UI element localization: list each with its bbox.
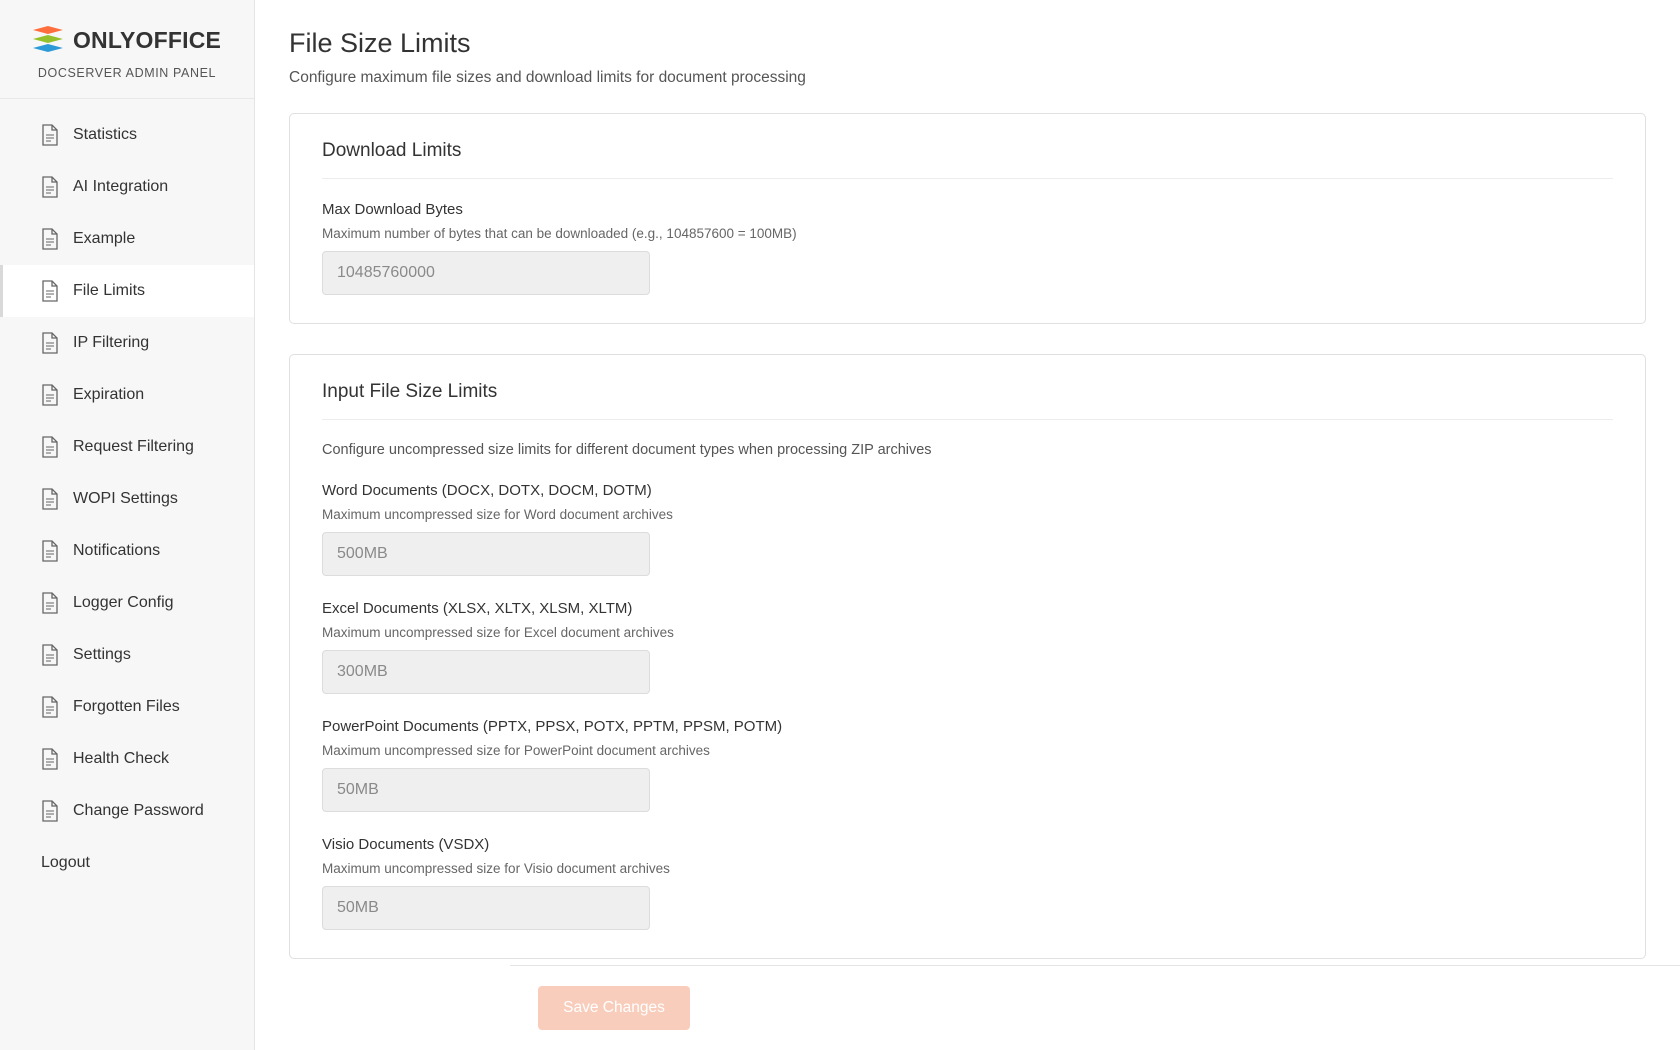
excel-documents-input[interactable] [322,650,650,694]
sidebar-item-label: Forgotten Files [73,698,180,715]
document-icon [41,124,59,146]
sidebar-item-label: Notifications [73,542,161,559]
powerpoint-documents-input[interactable] [322,768,650,812]
max-download-bytes-label: Max Download Bytes [322,201,463,218]
document-icon [41,228,59,250]
sidebar-item-label: Change Password [73,802,204,819]
excel-documents-help: Maximum uncompressed size for Excel document archives [322,625,674,640]
sidebar-item-example[interactable] [0,213,254,265]
excel-documents-label: Excel Documents (XLSX, XLTX, XLSM, XLTM) [322,600,633,617]
document-icon [41,176,59,198]
powerpoint-documents-field [322,718,1613,812]
page-title: File Size Limits [289,28,471,58]
main-scroll-area [255,0,1680,1050]
document-icon [41,280,59,302]
input-limits-title: Input File Size Limits [322,381,1613,420]
word-documents-help: Maximum uncompressed size for Word document archives [322,507,673,522]
save-changes-button[interactable]: Save Changes [538,986,690,1030]
sidebar-item-settings[interactable] [0,629,254,681]
sidebar-logout-label: Logout [41,854,90,871]
sidebar-nav [0,99,254,889]
word-documents-field [322,482,1613,576]
sidebar-item-label: Settings [73,646,131,663]
sidebar-item-health-check[interactable] [0,733,254,785]
word-documents-input[interactable] [322,532,650,576]
document-icon [41,540,59,562]
input-file-size-limits-card [289,354,1646,959]
brand-name: ONLYOFFICE [72,26,222,53]
download-limits-card [289,113,1646,324]
sidebar-item-expiration[interactable] [0,369,254,421]
sidebar-item-label: Logger Config [73,594,174,611]
brand-header [0,0,254,99]
document-icon [41,748,59,770]
max-download-bytes-input[interactable] [322,251,650,295]
sidebar-item-label: WOPI Settings [73,490,178,507]
sidebar-item-label: Statistics [73,126,138,143]
visio-documents-input[interactable] [322,886,650,930]
sidebar-item-file-limits[interactable] [0,265,254,317]
sidebar-item-ai-integration[interactable] [0,161,254,213]
document-icon [41,332,59,354]
max-download-bytes-help: Maximum number of bytes that can be downloaded (e.g., 104857600 = 100MB) [322,226,797,241]
sidebar-item-statistics[interactable] [0,109,254,161]
document-icon [41,592,59,614]
page-subtitle: Configure maximum file sizes and download limits for document processing [289,69,806,86]
sidebar-item-wopi-settings[interactable] [0,473,254,525]
sidebar [0,0,255,1050]
footer-action-bar [510,965,1680,1050]
sidebar-item-logout[interactable] [0,837,254,889]
document-icon [41,384,59,406]
sidebar-item-label: IP Filtering [73,334,150,351]
sidebar-item-label: File Limits [73,282,146,299]
sidebar-item-logger-config[interactable] [0,577,254,629]
powerpoint-documents-help: Maximum uncompressed size for PowerPoint document archives [322,743,710,758]
brand-row [0,26,254,54]
word-documents-label: Word Documents (DOCX, DOTX, DOCM, DOTM) [322,482,652,499]
document-icon [41,488,59,510]
sidebar-item-notifications[interactable] [0,525,254,577]
sidebar-item-label: Request Filtering [73,438,194,455]
sidebar-item-label: AI Integration [73,178,169,195]
visio-documents-field [322,836,1613,930]
sidebar-item-change-password[interactable] [0,785,254,837]
brand-subtitle: DOCSERVER ADMIN PANEL [37,66,217,80]
sidebar-item-request-filtering[interactable] [0,421,254,473]
sidebar-item-forgotten-files[interactable] [0,681,254,733]
visio-documents-help: Maximum uncompressed size for Visio document archives [322,861,670,876]
document-icon [41,800,59,822]
sidebar-item-label: Health Check [73,750,170,767]
document-icon [41,696,59,718]
max-download-bytes-field [322,201,1613,295]
sidebar-item-label: Expiration [73,386,145,403]
visio-documents-label: Visio Documents (VSDX) [322,836,490,853]
main-content [255,0,1680,1050]
document-icon [41,644,59,666]
sidebar-item-ip-filtering[interactable] [0,317,254,369]
sidebar-item-label: Example [73,230,136,247]
onlyoffice-logo-icon [33,26,63,54]
document-icon [41,436,59,458]
input-limits-description: Configure uncompressed size limits for different document types when processing ZIP archives [322,442,932,458]
powerpoint-documents-label: PowerPoint Documents (PPTX, PPSX, POTX, PPTM, PPSM, POTM) [322,718,783,735]
excel-documents-field [322,600,1613,694]
download-limits-title: Download Limits [322,140,1613,179]
